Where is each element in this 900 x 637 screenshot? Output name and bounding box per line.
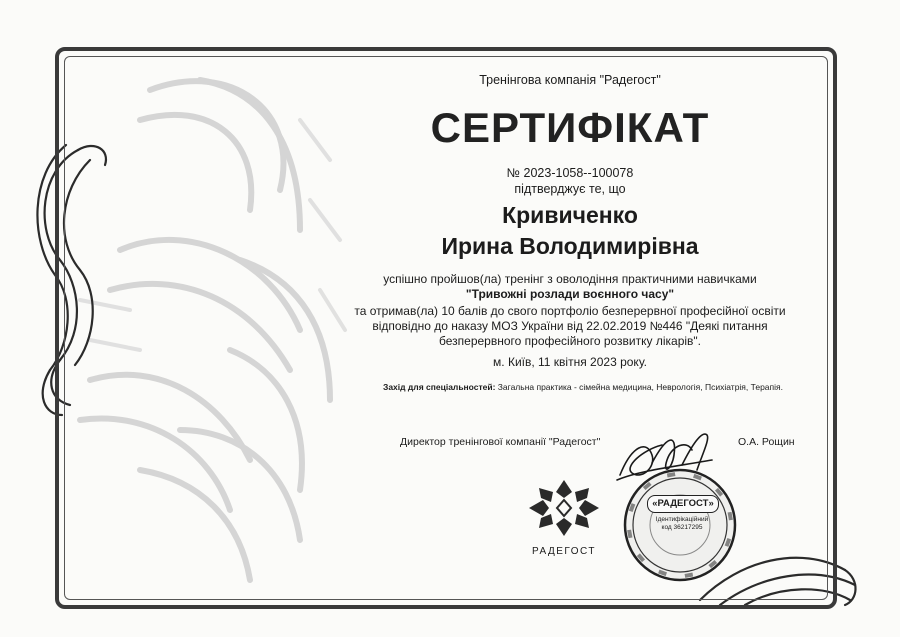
recipient-surname: Кривиченко: [502, 202, 638, 228]
company-name-header: Тренінгова компанія "Радегост": [479, 73, 661, 87]
seal-label: «РАДЕГОСТ»: [647, 495, 719, 513]
place-and-date: м. Київ, 11 квітня 2023 року.: [493, 355, 647, 369]
certificate-number: № 2023-1058--100078: [506, 166, 634, 180]
completion-text: успішно пройшов(ла) тренінг з оволодіння практичними навичками: [383, 272, 757, 286]
order-text: відповідно до наказу МОЗ України від 22.02.2019 №446 "Деякі питання: [372, 319, 768, 333]
specialties-label: Захід для спеціальностей:: [383, 382, 496, 392]
specialties-list: Загальна практика - сімейна медицина, Неврологія, Психіатрія, Терапія.: [495, 382, 783, 392]
confirms-text: підтверджує те, що: [514, 182, 626, 196]
radegost-star-logo-icon: [525, 478, 603, 538]
logo-text: РАДЕГОСТ: [531, 546, 597, 557]
order-text-continued: безперервного професійного розвитку лікарів".: [439, 334, 701, 348]
course-title: "Тривожні розлади воєнного часу": [465, 287, 675, 301]
certificate-title: СЕРТИФІКАТ: [430, 104, 710, 151]
seal-id-label: Ідентифікаційний: [655, 516, 709, 523]
specialties-line: [383, 382, 783, 392]
recipient-given-names: Ирина Володимирівна: [441, 233, 699, 259]
points-text: та отримав(ла) 10 балів до свого портфоліо безперервної професійної освіти: [354, 304, 786, 318]
signature-icon: [612, 425, 722, 495]
director-label: Директор тренінгової компанії "Радегост": [400, 436, 601, 448]
seal-id-code: код 36217295: [661, 524, 703, 531]
signer-name: О.А. Рощин: [738, 436, 795, 448]
